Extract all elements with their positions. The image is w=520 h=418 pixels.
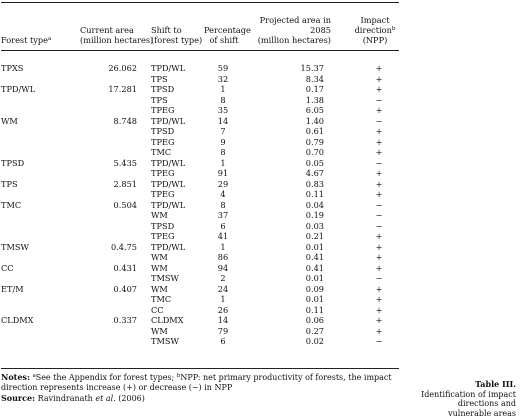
table-row: [0, 315, 400, 326]
cell-projected-area: 0.61: [305, 126, 324, 136]
cell-impact-direction: −: [375, 115, 383, 126]
table-row: [0, 179, 400, 190]
cell-projected-area: 0.83: [305, 178, 324, 189]
cell-shift-to: TPD/WL: [151, 178, 186, 189]
cell-impact-direction: +: [375, 168, 383, 178]
cell-projected-area: 0.01: [305, 241, 324, 252]
table-row: [0, 137, 400, 148]
cell-shift-to: TPEG: [151, 136, 175, 147]
cell-impact-direction: −: [375, 199, 383, 210]
cell-impact-direction: −: [375, 157, 383, 168]
cell-impact-direction: +: [375, 252, 383, 262]
table-caption-title: Table III.: [475, 379, 516, 389]
cell-percentage: 8: [220, 199, 226, 210]
cell-projected-area: 4.67: [305, 168, 324, 178]
cell-percentage: 29: [217, 178, 229, 189]
cell-shift-to: TPSD: [151, 126, 175, 136]
cell-projected-area: 0.09: [305, 283, 324, 294]
cell-percentage: 91: [217, 168, 229, 178]
cell-impact-direction: +: [375, 84, 383, 94]
cell-impact-direction: +: [375, 105, 383, 115]
cell-impact-direction: +: [375, 63, 383, 73]
cell-percentage: 4: [220, 189, 226, 199]
table-row: [0, 252, 400, 263]
cell-forest-type: CLDMX: [1, 315, 34, 325]
cell-projected-area: 0.03: [305, 220, 324, 231]
cell-shift-to: TPD/WL: [151, 63, 186, 73]
cell-projected-area: 0.11: [305, 189, 324, 199]
cell-projected-area: 1.38: [305, 94, 324, 105]
cell-projected-area: 0.41: [305, 262, 324, 273]
cell-percentage: 59: [217, 63, 229, 73]
table-row: [0, 336, 400, 347]
header-impact-direction: Impact direction$^b$ (NPP): [354, 15, 396, 45]
cell-impact-direction: +: [375, 189, 383, 199]
cell-impact-direction: +: [375, 294, 383, 304]
cell-shift-to: TMC: [151, 294, 172, 304]
cell-projected-area: 0.06: [305, 315, 324, 325]
cell-percentage: 86: [217, 252, 229, 262]
cell-projected-area: 6.05: [305, 105, 324, 115]
table-row: [0, 273, 400, 284]
cell-forest-type: TMSW: [1, 241, 29, 252]
cell-current-area: 2.851: [113, 178, 137, 189]
cell-projected-area: 0.21: [305, 231, 324, 241]
cell-projected-area: 0.17: [305, 84, 324, 94]
table-body: [0, 63, 400, 347]
table-row: [0, 242, 400, 253]
cell-impact-direction: +: [375, 73, 383, 84]
table-row: [0, 189, 400, 200]
cell-impact-direction: −: [375, 94, 383, 105]
cell-projected-area: 0.11: [305, 304, 324, 315]
cell-percentage: 41: [217, 231, 229, 241]
cell-projected-area: 0.27: [305, 325, 324, 336]
cell-percentage: 1: [220, 294, 226, 304]
cell-forest-type: TPD/WL: [1, 84, 36, 94]
cell-impact-direction: −: [375, 336, 383, 346]
table-bottom-rule: [1, 368, 399, 369]
table-row: [0, 284, 400, 295]
header-current-area: Current area (million hectares): [80, 25, 154, 45]
cell-percentage: 8: [220, 147, 226, 157]
cell-projected-area: 0.01: [305, 273, 324, 283]
cell-impact-direction: +: [375, 231, 383, 241]
cell-projected-area: 8.34: [305, 73, 324, 84]
cell-percentage: 1: [220, 157, 226, 168]
cell-percentage: 6: [220, 336, 226, 346]
table-row: [0, 294, 400, 305]
cell-impact-direction: −: [375, 220, 383, 231]
cell-percentage: 6: [220, 220, 226, 231]
cell-shift-to: TPEG: [151, 189, 175, 199]
cell-shift-to: TPEG: [151, 231, 175, 241]
header-shift-to: Shift to (forest type): [151, 25, 203, 45]
cell-projected-area: 0.01: [305, 294, 324, 304]
header-bottom-rule: [1, 50, 399, 51]
cell-percentage: 94: [217, 262, 229, 273]
cell-projected-area: 0.05: [305, 157, 324, 168]
cell-forest-type: ET/M: [1, 283, 24, 294]
cell-current-area: 0.431: [113, 262, 137, 273]
cell-projected-area: 0.41: [305, 252, 324, 262]
table-row: [0, 105, 400, 116]
cell-forest-type: WM: [1, 115, 18, 126]
header-percentage: Percentage of shift: [204, 25, 251, 45]
cell-shift-to: WM: [151, 325, 168, 336]
cell-shift-to: TPD/WL: [151, 115, 186, 126]
cell-percentage: 8: [220, 94, 226, 105]
table-top-rule: [1, 2, 399, 3]
cell-impact-direction: +: [375, 147, 383, 157]
cell-percentage: 9: [220, 136, 226, 147]
cell-current-area: 0.337: [113, 315, 137, 325]
header-projected-area: Projected area in 2085 (million hectares): [257, 15, 331, 45]
table-caption: Table III. Identification of impact directions and vulnerable areas: [407, 380, 516, 418]
cell-shift-to: CC: [151, 304, 164, 315]
cell-shift-to: WM: [151, 262, 168, 273]
table-row: [0, 221, 400, 232]
cell-percentage: 37: [217, 210, 229, 220]
cell-current-area: 26.062: [108, 63, 137, 73]
header-forest-type: Forest type$^a$: [1, 35, 52, 45]
table-row: [0, 168, 400, 179]
cell-shift-to: TPEG: [151, 168, 175, 178]
table-row: [0, 147, 400, 158]
table-row: [0, 84, 400, 95]
cell-percentage: 1: [220, 241, 226, 252]
cell-percentage: 2: [220, 273, 226, 283]
cell-percentage: 1: [220, 84, 226, 94]
cell-current-area: 0.4.75: [110, 241, 137, 252]
cell-impact-direction: +: [375, 136, 383, 147]
cell-impact-direction: +: [375, 178, 383, 189]
cell-shift-to: TPEG: [151, 105, 175, 115]
cell-shift-to: TPD/WL: [151, 241, 186, 252]
cell-projected-area: 0.70: [305, 147, 324, 157]
cell-percentage: 24: [217, 283, 229, 294]
cell-impact-direction: −: [375, 273, 383, 283]
cell-forest-type: CC: [1, 262, 14, 273]
cell-percentage: 14: [217, 115, 229, 126]
cell-impact-direction: +: [375, 315, 383, 325]
cell-projected-area: 0.04: [305, 199, 324, 210]
table-row: [0, 231, 400, 242]
cell-shift-to: WM: [151, 210, 168, 220]
cell-shift-to: TMSW: [151, 273, 179, 283]
cell-shift-to: TPS: [151, 73, 168, 84]
cell-shift-to: TMC: [151, 147, 172, 157]
cell-shift-to: TPSD: [151, 220, 175, 231]
table-row: [0, 63, 400, 74]
cell-projected-area: 0.02: [305, 336, 324, 346]
table-notes: Notes: $^a$See the Appendix for forest types; $^b$NPP: net primary productivity of forests, the impact direction represents increase (+) or decrease (−) in NPP Source: Ravindranath et al. (2006): [1, 372, 399, 404]
cell-forest-type: TMC: [1, 199, 22, 210]
cell-forest-type: TPS: [1, 178, 18, 189]
table-row: [0, 210, 400, 221]
cell-shift-to: WM: [151, 283, 168, 294]
cell-projected-area: 1.40: [305, 115, 324, 126]
cell-percentage: 35: [217, 105, 229, 115]
table-row: [0, 263, 400, 274]
table-row: [0, 158, 400, 169]
table-row: [0, 326, 400, 337]
cell-projected-area: 0.79: [305, 136, 324, 147]
cell-percentage: 26: [217, 304, 229, 315]
table-row: [0, 200, 400, 211]
cell-percentage: 14: [217, 315, 229, 325]
table-row: [0, 126, 400, 137]
cell-current-area: 8.748: [113, 115, 137, 126]
cell-projected-area: 0.19: [305, 210, 324, 220]
cell-shift-to: WM: [151, 252, 168, 262]
cell-shift-to: TPD/WL: [151, 157, 186, 168]
cell-current-area: 0.504: [113, 199, 137, 210]
cell-impact-direction: +: [375, 241, 383, 252]
cell-shift-to: TPS: [151, 94, 168, 105]
table-row: [0, 305, 400, 316]
cell-impact-direction: +: [375, 304, 383, 315]
table-row: [0, 116, 400, 127]
cell-percentage: 79: [217, 325, 229, 336]
cell-impact-direction: −: [375, 210, 383, 220]
cell-shift-to: TPSD: [151, 84, 175, 94]
cell-percentage: 32: [217, 73, 229, 84]
table-row: [0, 74, 400, 85]
cell-forest-type: TPSD: [1, 157, 25, 168]
cell-impact-direction: +: [375, 325, 383, 336]
cell-current-area: 17.281: [108, 84, 137, 94]
cell-projected-area: 15.37: [300, 63, 324, 73]
cell-shift-to: CLDMX: [151, 315, 184, 325]
cell-current-area: 5.435: [113, 157, 137, 168]
cell-shift-to: TPD/WL: [151, 199, 186, 210]
table-row: [0, 95, 400, 106]
cell-impact-direction: +: [375, 262, 383, 273]
cell-shift-to: TMSW: [151, 336, 179, 346]
cell-forest-type: TPXS: [1, 63, 24, 73]
cell-impact-direction: +: [375, 126, 383, 136]
table-source: Source: Ravindranath et al. (2006): [1, 393, 145, 403]
cell-percentage: 7: [220, 126, 226, 136]
cell-impact-direction: +: [375, 283, 383, 294]
cell-current-area: 0.407: [113, 283, 137, 294]
